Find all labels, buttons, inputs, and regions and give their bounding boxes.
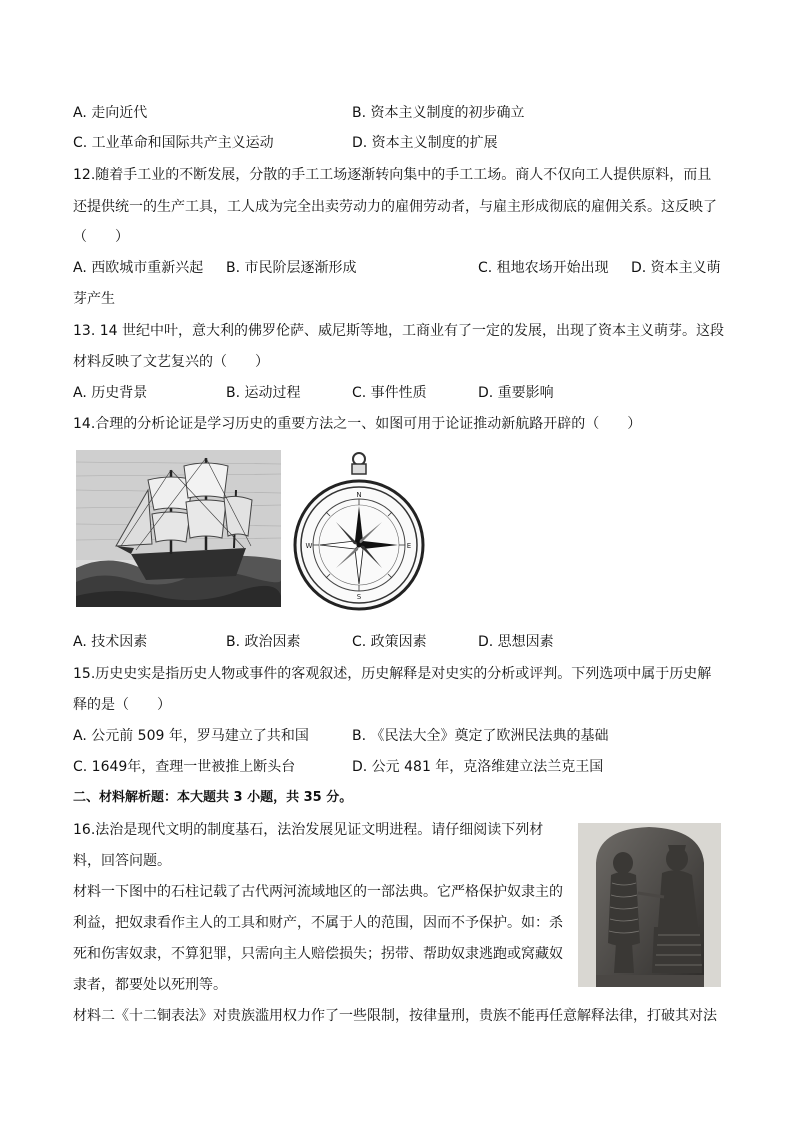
q11-option-a: A. 走向近代 xyxy=(73,105,148,121)
q12-option-c: C. 租地农场开始出现 xyxy=(478,260,609,276)
q13-option-d: D. 重要影响 xyxy=(478,385,554,401)
compass-east-label: E xyxy=(406,542,412,550)
q12-stem-line2: 还提供统一的生产工具，工人成为完全出卖劳动力的雇佣劳动者，与雇主形成彻底的雇佣关系。这反映了 xyxy=(73,199,717,215)
q14-option-a: A. 技术因素 xyxy=(73,634,148,650)
q16-material1-line2: 利益，把奴隶看作主人的工具和财产，不属于人的范围，因而不予保护。如：杀 xyxy=(73,915,563,931)
q13-stem-line1: 13. 14 世纪中叶，意大利的佛罗伦萨、威尼斯等地，工商业有了一定的发展，出现了资本主义萌芽。这段 xyxy=(73,323,724,339)
q13-stem-line2: 材料反映了文艺复兴的（ ） xyxy=(73,354,269,370)
q12-option-a: A. 西欧城市重新兴起 xyxy=(73,260,204,276)
q16-stem-line1: 16.法治是现代文明的制度基石，法治发展见证文明进程。请仔细阅读下列材 xyxy=(73,822,544,838)
q11-option-d: D. 资本主义制度的扩展 xyxy=(352,135,498,151)
q14-option-c: C. 政策因素 xyxy=(352,634,427,650)
q12-stem-line3: （ ） xyxy=(73,229,129,245)
q15-stem-line2: 释的是（ ） xyxy=(73,697,171,713)
q12-option-d-continued: 芽产生 xyxy=(73,291,115,307)
q16-material1-line3: 死和伤害奴隶，不算犯罪，只需向主人赔偿损失；拐带、帮助奴隶逃跑或窝藏奴 xyxy=(73,946,563,962)
q15-option-a: A. 公元前 509 年，罗马建立了共和国 xyxy=(73,728,309,744)
q12-option-d: D. 资本主义萌 xyxy=(631,260,721,276)
q16-material2-line1: 材料二《十二铜表法》对贵族滥用权力作了一些限制，按律量刑，贵族不能再任意解释法律，打破其对法 xyxy=(73,1008,717,1024)
q15-option-d: D. 公元 481 年，克洛维建立法兰克王国 xyxy=(352,759,604,775)
compass-image xyxy=(292,450,426,614)
q15-stem-line1: 15.历史史实是指历史人物或事件的客观叙述，历史解释是对史实的分析或评判。下列选项中属于历史解 xyxy=(73,666,712,682)
q13-option-a: A. 历史背景 xyxy=(73,385,148,401)
q14-option-b: B. 政治因素 xyxy=(226,634,301,650)
section-2-heading: 二、材料解析题：本大题共 3 小题，共 35 分。 xyxy=(73,790,353,805)
q11-option-c: C. 工业革命和国际共产主义运动 xyxy=(73,135,274,151)
q11-option-b: B. 资本主义制度的初步确立 xyxy=(352,105,525,121)
q16-stem-line2: 料，回答问题。 xyxy=(73,853,171,869)
q12-option-b: B. 市民阶层逐渐形成 xyxy=(226,260,357,276)
q16-material1-line1: 材料一下图中的石柱记载了古代两河流域地区的一部法典。它严格保护奴隶主的 xyxy=(73,884,563,900)
compass-south-label: S xyxy=(356,593,362,601)
compass-north-label: N xyxy=(356,491,362,499)
q13-option-b: B. 运动过程 xyxy=(226,385,301,401)
q12-stem-line1: 12.随着手工业的不断发展，分散的手工工场逐渐转向集中的手工工场。商人不仅向工人提供原料，而且 xyxy=(73,167,712,183)
compass-west-label: W xyxy=(305,542,313,550)
stone-stele-image xyxy=(578,823,721,987)
q14-option-d: D. 思想因素 xyxy=(478,634,554,650)
q13-option-c: C. 事件性质 xyxy=(352,385,427,401)
q14-stem: 14.合理的分析论证是学习历史的重要方法之一、如图可用于论证推动新航路开辟的（ ） xyxy=(73,416,642,432)
q16-material1-line4: 隶者，都要处以死刑等。 xyxy=(73,977,227,993)
q15-option-b: B. 《民法大全》奠定了欧洲民法典的基础 xyxy=(352,728,609,744)
q15-option-c: C. 1649年，查理一世被推上断头台 xyxy=(73,759,296,775)
sailing-ship-image xyxy=(76,450,281,607)
